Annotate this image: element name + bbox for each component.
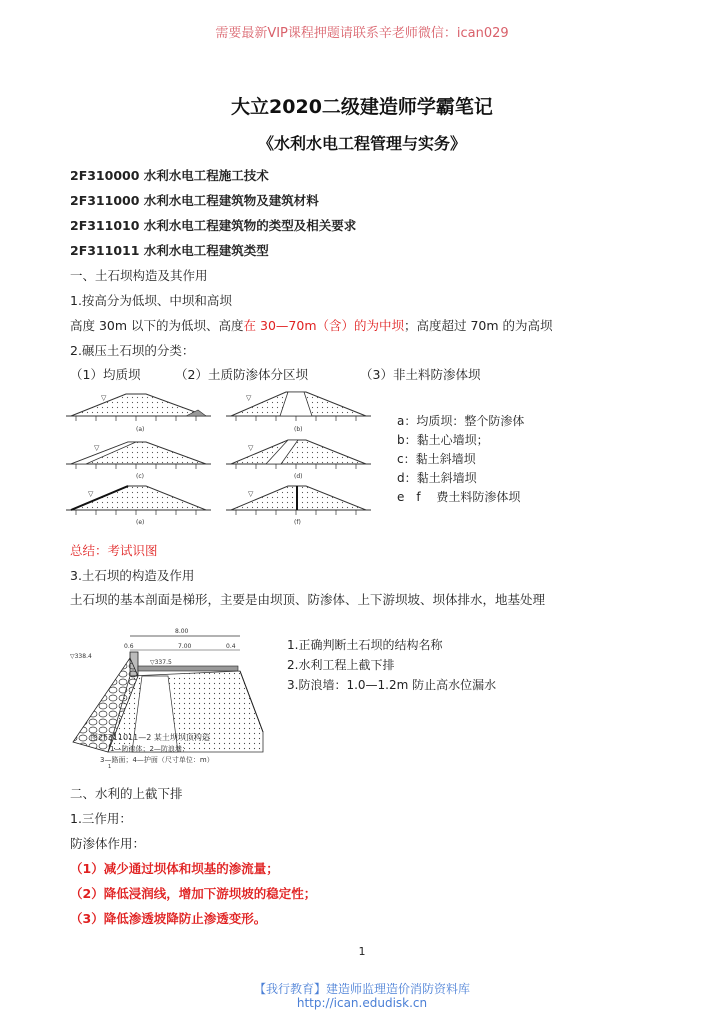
seepage-role: 防渗体作用： xyxy=(70,836,146,851)
crest-elev-2: ▽337.5 xyxy=(150,659,172,666)
heading-1: 2F310000 水利水电工程施工技术 xyxy=(70,168,269,183)
crest-note-1: 1—防渗体；2—防浪墙； xyxy=(110,745,189,753)
legend-a: a：均质坝：整个防渗体 xyxy=(397,414,525,428)
class-1: （1）均质坝 xyxy=(70,367,141,382)
svg-text:▽: ▽ xyxy=(88,490,94,498)
page-title: 大立2020二级建造师学霸笔记 xyxy=(231,96,493,118)
crest-dim-c: 0.4 xyxy=(226,643,236,650)
crest-point-2: 2.水利工程上截下排 xyxy=(287,658,395,672)
crest-dim-b: 7.00 xyxy=(178,643,192,650)
watermark-bottom-2: http://ican.edudisk.cn xyxy=(296,996,428,1010)
fig-label-c: (c) xyxy=(136,473,144,480)
page-subtitle: 《水利水电工程管理与实务》 xyxy=(257,134,466,153)
class-2: （2）土质防渗体分区坝 xyxy=(175,367,308,382)
svg-text:1: 1 xyxy=(108,764,112,770)
class-3: （3）非土料防渗体坝 xyxy=(360,367,481,382)
crest-elev-1: ▽338.4 xyxy=(70,653,92,660)
svg-text:▽: ▽ xyxy=(248,490,254,498)
svg-text:▽: ▽ xyxy=(248,444,254,452)
legend-ef: e f 费土料防渗体坝 xyxy=(397,490,521,504)
section-1-heading: 一、土石坝构造及其作用 xyxy=(70,268,208,283)
role-3: （3）降低渗透坡降防止渗透变形。 xyxy=(70,911,267,926)
dam-figure-b xyxy=(226,392,371,433)
dam-figure-f xyxy=(226,486,371,526)
three-roles: 1.三作用： xyxy=(70,811,132,826)
svg-text:▽: ▽ xyxy=(101,394,107,402)
item-3: 3.土石坝的构造及作用 xyxy=(70,568,195,583)
crest-dim-total: 8.00 xyxy=(175,628,189,635)
dam-figure-d xyxy=(226,440,371,480)
svg-text:▽: ▽ xyxy=(94,444,100,452)
height-text-part2: 在 30—70m（含）的为中坝 xyxy=(243,318,404,333)
summary-note: 总结：考试识图 xyxy=(70,543,158,558)
heading-4: 2F311011 水利水电工程建筑类型 xyxy=(70,243,269,258)
heading-3: 2F311010 水利水电工程建筑物的类型及相关要求 xyxy=(70,218,357,233)
legend-c: c：黏土斜墙坝 xyxy=(397,452,476,466)
svg-text:▽: ▽ xyxy=(246,394,252,402)
crest-caption: 图2F311011—2 某土坝坝顶构造 xyxy=(90,733,210,742)
role-2: （2）降低浸润线，增加下游坝坡的稳定性； xyxy=(70,886,317,901)
height-text-part1: 高度 30m 以下的为低坝、高度 xyxy=(70,318,244,333)
fig-label-e: (e) xyxy=(136,519,145,526)
fig-label-a: (a) xyxy=(136,426,145,433)
legend-d: d：黏土斜墙坝 xyxy=(397,471,477,485)
dam-types-figure xyxy=(66,386,376,532)
legend-b: b：黏土心墙坝； xyxy=(397,433,489,447)
height-text-part3: ；高度超过 70m 的为高坝 xyxy=(404,318,553,333)
dam-figure-a xyxy=(66,394,211,433)
item-2: 2.碾压土石坝的分类： xyxy=(70,343,195,358)
item-1: 1.按高分为低坝、中坝和高坝 xyxy=(70,293,232,308)
crest-dim-a: 0.6 xyxy=(124,643,134,650)
fig-label-d: (d) xyxy=(294,473,303,480)
heading-2: 2F311000 水利水电工程建筑物及建筑材料 xyxy=(70,193,319,208)
page-number: 1 xyxy=(358,945,366,958)
basic-section: 土石坝的基本剖面是梯形，主要是由坝顶、防渗体、上下游坝坡、坝体排水，地基处理 xyxy=(70,592,546,607)
watermark-bottom-1: 【我行教育】建造师监理造价消防资料库 xyxy=(253,982,470,996)
fig-label-b: (b) xyxy=(294,426,303,433)
watermark-top: 需要最新VIP课程押题请联系辛老师微信：ican029 xyxy=(215,26,509,41)
crest-note-2: 3—路面；4—护面（尺寸单位：m） xyxy=(100,756,214,764)
dam-figure-e xyxy=(66,486,211,526)
fig-label-f: (f) xyxy=(294,519,301,526)
crest-point-3: 3.防浪墙：1.0—1.2m 防止高水位漏水 xyxy=(287,678,497,692)
crest-point-1: 1.正确判断土石坝的结构名称 xyxy=(287,638,443,652)
role-1: （1）减少通过坝体和坝基的渗流量； xyxy=(70,861,279,876)
section-2-heading: 二、水利的上截下排 xyxy=(70,786,183,801)
height-classification xyxy=(70,316,553,334)
dam-figure-c xyxy=(66,442,211,480)
